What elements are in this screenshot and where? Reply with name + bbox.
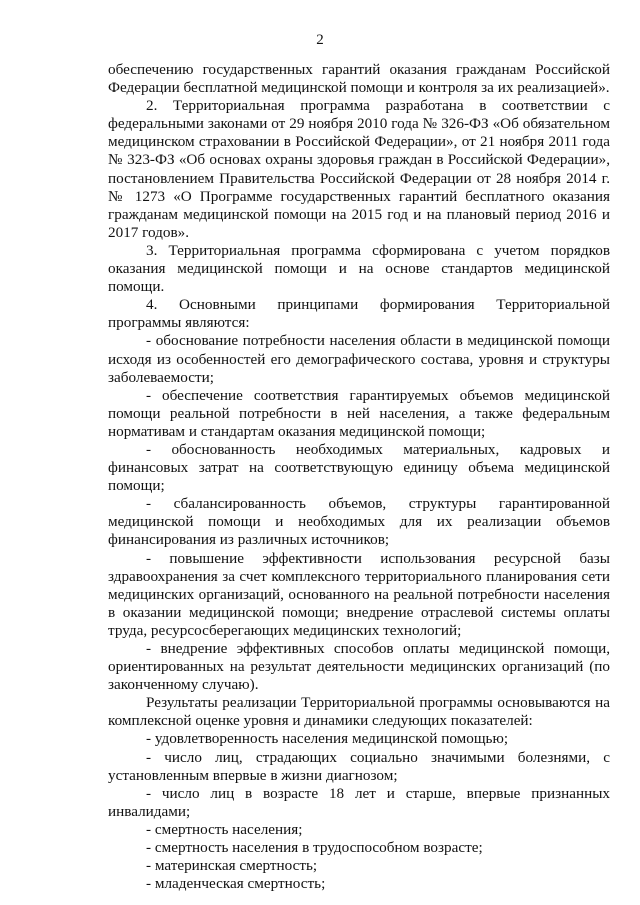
list-item: - число лиц в возрасте 18 лет и старше, впервые признанных инвалидами; [108,784,610,820]
list-item: - смертность населения; [146,820,303,838]
paragraph: Результаты реализации Территориальной программы основываются на комплексной оценке уровня и динамики следующих показателей: [108,694,610,730]
paragraph: 4. Основными принципами формирования Территориальной программы являются: [108,296,610,332]
list-item: - обеспечение соответствия гарантируемых объемов медицинской помощи реальной потребности в ней населения, а также федеральным нормативам и стандартам оказания медицинской помощи; [108,386,610,440]
list-item: - число лиц, страдающих социально значимыми болезнями, с установленным впервые в жизни диагнозом; [108,748,610,784]
list-item: - обоснованность необходимых материальных, кадровых и финансовых затрат на соответствующую единицу объема медицинской помощи; [108,440,610,495]
list-item: - обоснование потребности населения области в медицинской помощи исходя из особенностей его демографического состава, уровня и структуры заболеваемости; [108,332,610,386]
list-item: - повышение эффективности использования ресурсной базы здравоохранения за счет комплексного территориального планирования сети медицинских организаций, основанного на реальной потребности населения в оказании медицинской помощи; внедрение отраслевой системы оплаты труда, ресурсосберегающих медицинских технологий; [108,549,610,639]
list-item: - младенческая смертность; [146,875,326,893]
list-item: - материнская смертность; [146,857,318,875]
paragraph: 2. Территориальная программа разработана в соответствии с федеральными законами от 29 ноября 2010 года № 326-ФЗ «Об обязательном медицинском страховании в Российской Федерации», от 21 ноября 2011 года № 323-ФЗ «Об основах охраны здоровья граждан в Российской Федерации», постановлением Правительства Российской Федерации от 28 ноября 2014 г. № 1273 «О Программе государственных гарантий бесплатного оказания гражданам медицинской помощи на 2015 год и на плановый период 2016 и 2017 годов». [108,97,610,241]
paragraph: 3. Территориальная программа сформирована с учетом порядков оказания медицинской помощи и на основе стандартов медицинской помощи. [108,241,610,296]
paragraph: обеспечению государственных гарантий оказания гражданам Российской Федерации бесплатной медицинской помощи и контроля за их реализацией». [108,61,610,97]
document-body [108,61,610,893]
list-item: - внедрение эффективных способов оплаты медицинской помощи, ориентированных на результат деятельности медицинских организаций (по законченному случаю). [108,640,610,694]
list-item: - смертность населения в трудоспособном возрасте; [146,839,483,857]
page-number: 2 [316,32,324,48]
list-item: - удовлетворенность населения медицинской помощью; [146,730,509,748]
list-item: - сбалансированность объемов, структуры гарантированной медицинской помощи и необходимых для их реализации объемов финансирования из различных источников; [108,495,610,549]
